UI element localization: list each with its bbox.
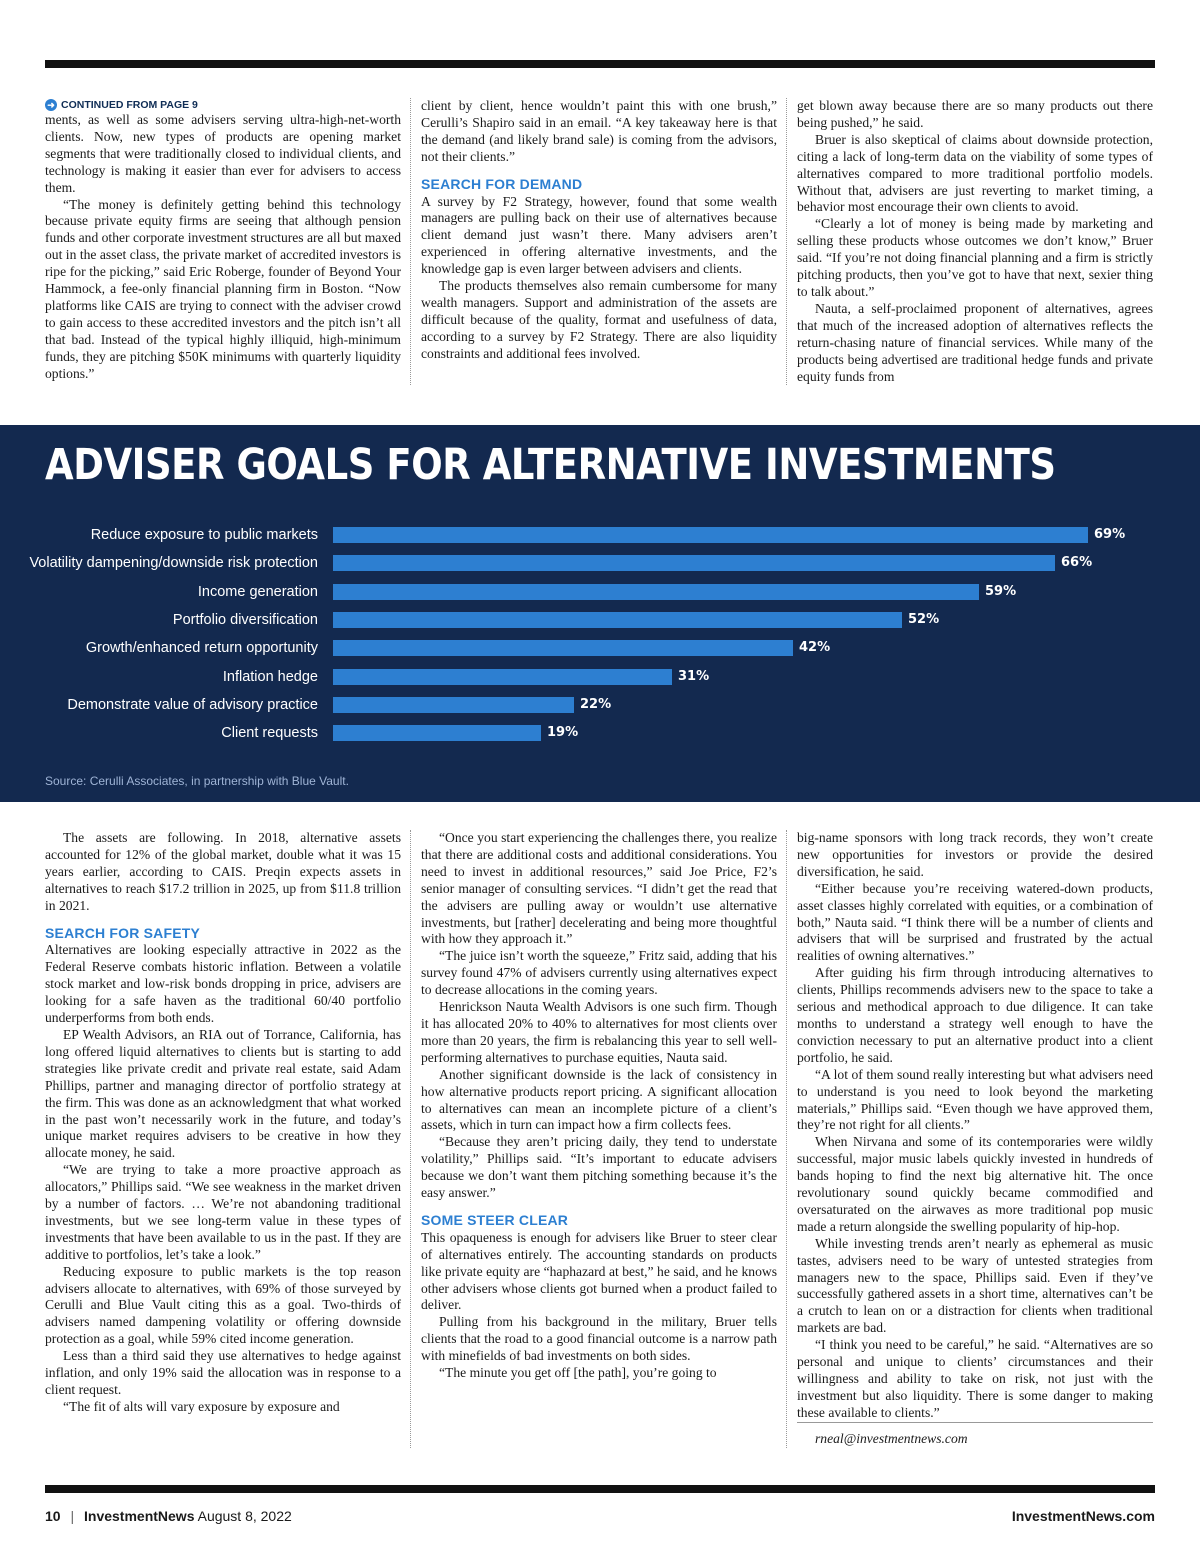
footer-divider: |	[70, 1508, 75, 1524]
paragraph: Bruer is also skeptical of claims about downside protection, citing a lack of long-term data on the viability of some types of alternatives compared to more traditional portfolio models. Without that, advisers are just reverting to market timing, a behavior most encourage their own clients to avoid.	[797, 131, 1153, 215]
bar-row	[0, 611, 1200, 629]
bar	[333, 612, 902, 628]
page-number: 10	[45, 1508, 61, 1524]
bar-row	[0, 639, 1200, 657]
category-label: Income generation	[197, 584, 318, 600]
paragraph: While investing trends aren’t nearly as ephemeral as music tastes, advisers need to be wary of untested strategies from managers new to the space, Phillips said. Even if they’ve successfully gathered assets in a short time, alternatives can’t be a crutch to lean on or a distraction for clients when traditional markets are bad.	[797, 1235, 1153, 1336]
paragraph: get blown away because there are so many products out there being pushed,” he said.	[797, 98, 1153, 130]
category-label: Reduce exposure to public markets	[90, 527, 318, 543]
paragraph: Reducing exposure to public markets is the top reason advisers allocate to alternatives, with 69% of those surveyed by Cerulli and Blue Vault citing this as a goal. Two-thirds of advisers named dampening volatility or offering downside protection as a goal, while 59% cited income generation.	[45, 1263, 401, 1347]
top-col-1	[45, 98, 401, 385]
paragraph: Another significant downside is the lack of consistency in how alternative products report pricing. A significant allocation to alternatives can mean an incomplete picture of a client’s assets, which in turn can impact how a firm collects fees.	[421, 1066, 777, 1133]
bottom-col-1	[45, 830, 401, 1448]
paragraph: “I think you need to be careful,” he said. “Alternatives are so personal and unique to clients’ circumstances and their willingness and ability to take on risk, not just with the investment but also liquidity. There is some danger to making these available to clients.”	[797, 1337, 1153, 1420]
bar-row	[0, 554, 1200, 572]
top-columns	[45, 98, 1155, 385]
value-label: 42%	[799, 640, 831, 655]
paragraph: “The money is definitely getting behind this technology because private equity firms are seeing that although pension funds and other corporate investment structures are all but maxed out in the asset class, the private market of accredited investors is ripe for the picking,” said Eric Roberge, founder of Beyond Your Hammock, a fee-only financial planning firm in Boston. “Now platforms like CAIS are trying to connect with the adviser crowd to gain access to these accredited investors and the pitch isn’t all that bad. Instead of the typical highly illiquid, high-minimum funds, they are pitching $50K minimums with quarterly liquidity options.”	[45, 196, 401, 381]
top-rule	[45, 60, 1155, 68]
paragraph: “We are trying to take a more proactive approach as allocators,” Phillips said. “We see weakness in the market driven by a number of factors. … We’re not abandoning traditional investments, but we see long-term value in these types of investments that have been available to us in the past. If they are additive to portfolios, let’s take a look.”	[45, 1162, 401, 1262]
website-link[interactable]: InvestmentNews.com	[1011, 1508, 1155, 1524]
paragraph: A survey by F2 Strategy, however, found that some wealth managers are pulling back on their use of alternatives because client demand just wasn’t there. Many advisers aren’t experienced in offering alternative investments, and the knowledge gap is even larger between advisers and clients.	[421, 193, 777, 277]
paragraph: The products themselves also remain cumbersome for many wealth managers. Support and administration of the assets are difficult because of the quality, format and usefulness of data, according to a survey by F2 Strategy. There are also liquidity constraints and additional fees involved.	[421, 278, 777, 361]
paragraph: Henrickson Nauta Wealth Advisors is one such firm. Though it has allocated 20% to 40% to alternatives for most clients over more than 20 years, the firm is rebalancing this year to sell well-performing alternatives to purchase equities, Nauta said.	[421, 999, 777, 1065]
bar	[333, 527, 1088, 543]
bar-row	[0, 668, 1200, 686]
category-label: Inflation hedge	[222, 669, 318, 685]
publication-name[interactable]: InvestmentNews	[84, 1508, 195, 1524]
paragraph: big-name sponsors with long track records, they won’t create new opportunities for investors or provide the desired diversification, he said.	[797, 830, 1153, 879]
bar-row	[0, 583, 1200, 601]
section-heading: SEARCH FOR DEMAND	[421, 175, 583, 192]
paragraph: Less than a third said they use alternatives to hedge against inflation, and only 19% said the allocation was in response to a client request.	[45, 1348, 401, 1397]
paragraph: After guiding his firm through introducing alternatives to clients, Phillips recommends advisers new to the space to take a serious and methodical approach to due diligence. It can take months to understand a strategy well enough to have the conviction necessary to put an alternative product into a client portfolio, he said.	[797, 965, 1153, 1065]
paragraph: ments, as well as some advisers serving ultra-high-net-worth clients. Now, new types of products are opening market segments that were traditionally closed to individual clients, and technology is making it easier than ever for advisers to access them.	[45, 112, 401, 195]
bottom-columns	[45, 830, 1155, 1448]
bar-row	[0, 696, 1200, 714]
paragraph: “The fit of alts will vary exposure by exposure and	[63, 1398, 340, 1414]
paragraph: This opaqueness is enough for advisers like Bruer to steer clear of alternatives entirely. The accounting standards on products like private equity are “haphazard at best,” he said, and he knows other advisers whose clients got burned when a product failed to deliver.	[421, 1229, 777, 1313]
continued-from-label[interactable]: ➜ CONTINUED FROM PAGE 9	[45, 98, 401, 112]
value-label: 69%	[1094, 527, 1126, 542]
paragraph: “The minute you get off [the path], you’re going to	[439, 1365, 717, 1381]
chart-source: Source: Cerulli Associates, in partnership with Blue Vault.	[45, 774, 349, 788]
category-label: Client requests	[221, 725, 318, 741]
paragraph: When Nirvana and some of its contemporaries were wildly successful, major music labels quickly invested in hundreds of bands hoping to find the next big alternative hit. The once revolutionary sound quickly became commodified and oversaturated on the airwaves as more traditional pop music made a return alongside the swelling popularity of hip-hop.	[797, 1134, 1153, 1234]
value-label: 59%	[985, 584, 1017, 599]
value-label: 31%	[678, 669, 710, 684]
category-label: Demonstrate value of advisory practice	[67, 697, 318, 713]
category-label: Growth/enhanced return opportunity	[85, 640, 318, 656]
bar	[333, 669, 672, 685]
section-heading: SEARCH FOR SAFETY	[45, 924, 201, 941]
category-label: Volatility dampening/downside risk protection	[29, 555, 318, 571]
paragraph: “Once you start experiencing the challenges there, you realize that there are additional costs and additional considerations. You need to invest in additional resources,” said Joe Price, F2’s senior manager of consulting services. “I didn’t get the read that the advisers are pulling away or wouldn’t use alternative investments, but [rather] decelerating and being more thoughtful with how they approach it.”	[421, 830, 777, 947]
author-email[interactable]: rneal@investmentnews.com	[797, 1422, 1153, 1448]
bottom-col-2	[421, 830, 777, 1448]
value-label: 22%	[580, 697, 612, 712]
bar-row	[0, 526, 1200, 544]
bottom-rule	[45, 1485, 1155, 1493]
bar	[333, 555, 1055, 571]
paragraph: “A lot of them sound really interesting but what advisers need to understand is you need to look beyond the marketing materials,” Phillips said. “Even though we have approved them, they’re not right for all clients.”	[797, 1066, 1153, 1133]
top-col-2	[421, 98, 777, 385]
value-label: 19%	[547, 725, 579, 740]
paragraph: Nauta, a self-proclaimed proponent of alternatives, agrees that much of the increased adoption of alternatives reflects the return-chasing nature of financial services. While many of the products being advertised are traditional hedge funds and private equity funds from	[797, 300, 1153, 384]
paragraph: The assets are following. In 2018, alternative assets accounted for 12% of the global market, double what it was 15 years earlier, according to CAIS. Preqin expects assets in alternatives to reach $17.2 trillion in 2025, up from $11.8 trillion in 2021.	[45, 830, 401, 913]
page-footer	[45, 1508, 1155, 1524]
arrow-right-icon: ➜	[45, 99, 57, 111]
bottom-col-3	[797, 830, 1153, 1448]
footer-left	[45, 1508, 292, 1524]
category-label: Portfolio diversification	[172, 612, 318, 628]
paragraph: Alternatives are looking especially attractive in 2022 as the Federal Reserve combats historic inflation. Between a volatile stock market and low-risk bonds dropping in price, advisers are looking for a safe haven as the traditional 60/40 portfolio underperforms from both ends.	[45, 942, 401, 1026]
bar	[333, 584, 979, 600]
paragraph: EP Wealth Advisors, an RIA out of Torrance, California, has long offered liquid alternatives to clients but is starting to add strategies like private credit and private real estate, said Adam Phillips, partner and managing director of portfolio strategy at the firm. This was done as an acknowledgment that what worked in the past won’t necessarily work in the future, and today’s unique market requires advisers to be creative in how they allocate money, he said.	[45, 1026, 401, 1161]
paragraph: “Either because you’re receiving watered-down products, asset classes highly correlated with equities, or a combination of both,” Nauta said. “I think there will be a number of clients and advisers that will be surprised and frustrated by the actual realities of owning alternatives.”	[797, 880, 1153, 964]
bar	[333, 725, 541, 741]
paragraph: Pulling from his background in the military, Bruer tells clients that the road to a good financial outcome is a narrow path with minefields of bad investments on both sides.	[421, 1314, 777, 1364]
paragraph: client by client, hence wouldn’t paint this with one brush,” Cerulli’s Shapiro said in an email. “A key takeaway here is that the demand (and likely brand sale) is coming from the advisors, not their clients.”	[421, 98, 777, 164]
bar-row	[0, 724, 1200, 742]
bar	[333, 640, 793, 656]
value-label: 52%	[908, 612, 940, 627]
paragraph: “Clearly a lot of money is being made by marketing and selling these products whose outcomes we don’t know,” Bruer said. “If you’re not doing financial planning and a firm is strictly pitching products, then you’ve got to have that next, sexier thing to talk about.”	[797, 216, 1153, 299]
chart-title: ADVISER GOALS FOR ALTERNATIVE INVESTMENTS	[45, 440, 1056, 490]
issue-date: August 8, 2022	[197, 1508, 292, 1524]
section-heading: SOME STEER CLEAR	[421, 1211, 569, 1228]
paragraph: “The juice isn’t worth the squeeze,” Fritz said, adding that his survey found 47% of advisers currently using alternatives expect to decrease allocations in the coming years.	[421, 948, 777, 998]
bar	[333, 697, 574, 713]
paragraph: “Because they aren’t pricing daily, they tend to understate volatility,” Phillips said. “It’s important to educate advisers because we don’t want them pitching something because it’s the easy answer.”	[421, 1134, 777, 1201]
top-col-3	[797, 98, 1153, 385]
value-label: 66%	[1061, 555, 1093, 570]
